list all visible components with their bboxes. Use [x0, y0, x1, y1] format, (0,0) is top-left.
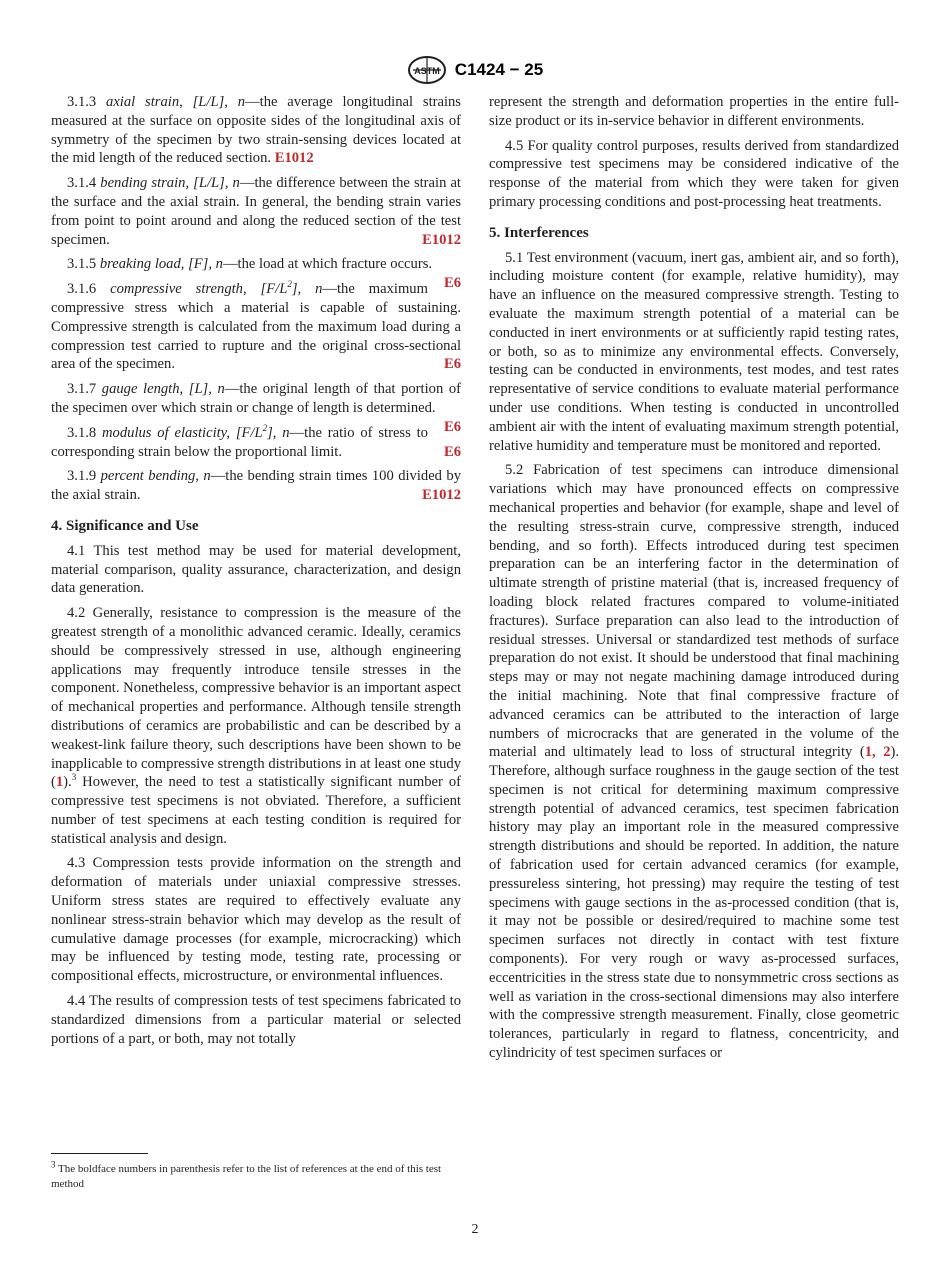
document-id: C1424 − 25 — [454, 60, 544, 79]
footnote: $^3$ The boldface numbers in parenthesis refer to the list of references at the end of this test method — [51, 1159, 442, 1190]
paragraph-4-4: 4.4 The results of compression tests of test specimens fabricated to standardized dimensions from a particular material or selected portions of a part, or both, may not totally — [51, 993, 461, 1047]
reference-link[interactable]: E6 — [443, 356, 461, 373]
definition-3-1-5: 3.1.5 breaking load, [F], n—the load at which fracture occurs. E6 — [67, 256, 461, 292]
paragraph-5-1: 5.1 Test environment (vacuum, inert gas, ambient air, and so forth), including moisture content (for example, relative humidity), may have an influence on the measured compressive strength. Testing to evaluate the maximum strength potential of a material can be conducted in inert environments or at sufficiently rapid testing rates, or both, so as to minimize any environmental effects. Conversely, testing can be conducted in environments, test modes, and test rates representative of service conditions to evaluate material performance under use conditions. When testing is conducted in uncontrolled ambient air with the intent of evaluating maximum strength potential, relative humidity and temperature must be monitored and reported. — [489, 249, 899, 454]
astm-logo-icon — [407, 55, 447, 85]
definition-3-1-3: 3.1.3 axial strain, [L/L], n—the average longitudinal strains measured at the surface on opposite sides of the longitudinal axis of symmetry of the specimen by two strain-sensing devices located at the mid length of the reduced section. E1012 — [51, 94, 461, 167]
citation-link[interactable]: 1 — [864, 744, 873, 761]
definition-3-1-6: 3.1.6 compressive strength, $[F/L^2]$, n—the maximum compressive stress which a material is capable of sustaining. Compressive strength is calculated from the maximum load during a compression test carried to rupture and the original cross-sectional area of the specimen. E6 — [51, 279, 461, 373]
definition-3-1-9: 3.1.9 percent bending, n—the bending strain times 100 divided by the axial strain. E1012 — [51, 468, 461, 504]
footnote-marker[interactable]: 3 — [71, 772, 77, 783]
section-heading-4: 4. Significance and Use — [51, 517, 199, 534]
reference-link[interactable]: E6 — [443, 418, 461, 435]
page-number: 2 — [471, 1222, 479, 1237]
paragraph-4-2: 4.2 Generally, resistance to compression is the measure of the greatest strength of a monolithic advanced ceramic. Ideally, ceramics should be compressively stressed in use, although engineering applications may frequently introduce tensile stresses in the component. Nonetheless, compressive behavior is an important aspect of mechanical properties and performance. Although tensile strength distributions of ceramics are probabilistic and can be described by a weakest-link failure theory, such descriptions have been shown to be inapplicable to compressive strength distributions in at least one study (1).$^3$ However, the need to test a statistically significant number of compressive test specimens is not obviated. Therefore, a sufficient number of test specimens at each testing condition is required for statistical analysis and design. — [51, 605, 461, 847]
left-column — [51, 93, 461, 1054]
footnote-divider — [51, 1153, 148, 1154]
reference-link[interactable]: E6 — [443, 443, 461, 460]
section-heading-5: 5. Interferences — [489, 224, 589, 241]
reference-link[interactable]: E1012 — [422, 231, 461, 248]
definition-3-1-8: 3.1.8 modulus of elasticity, $[F/L^2]$, n—the ratio of stress to corresponding strain below the proportional limit. E6 — [51, 422, 461, 460]
reference-link[interactable]: E6 — [443, 275, 461, 292]
definition-3-1-7: 3.1.7 gauge length, [L], n—the original length of that portion of the specimen over which strain or change of length is determined. E6 — [51, 381, 461, 435]
paragraph-4-3: 4.3 Compression tests provide information on the strength and deformation of materials under uniaxial compressive stresses. Uniform stress states are required to effectively evaluate any nonlinear stress-strain behavior which may develop as the result of cumulative damage processes (for example, microcracking) which may be influenced by testing mode, testing rate, processing or compositional effects, microstructure, or environmental influences. — [51, 855, 461, 985]
right-column — [489, 93, 899, 1069]
page-header — [0, 55, 950, 90]
paragraph-4-4-continued: represent the strength and deformation properties in the entire full-size product or its in-service behavior in different environments. — [489, 94, 899, 129]
reference-link[interactable]: E1012 — [274, 150, 314, 167]
reference-link[interactable]: E1012 — [422, 487, 461, 504]
svg-text:ASTM: ASTM — [414, 66, 440, 76]
paragraph-4-5: 4.5 For quality control purposes, results derived from standardized compressive test specimens may be considered indicative of the response of the material from which they were taken for given primary processing conditions and post-processing heat treatments. — [489, 137, 899, 210]
citation-link[interactable]: 1 — [55, 774, 64, 791]
citation-link[interactable]: 2 — [883, 744, 891, 761]
paragraph-4-1: 4.1 This test method may be used for material development, material comparison, quality assurance, characterization, and design data generation. — [51, 542, 461, 597]
definition-3-1-4: 3.1.4 bending strain, [L/L], n—the difference between the strain at the surface and the axial strain. In general, the bending strain varies from point to point around and along the reduced section of the test specimen. E1012 — [51, 175, 461, 248]
paragraph-5-2: 5.2 Fabrication of test specimens can introduce dimensional variations which may have pronounced effects on compressive mechanical properties and behavior (for example, shape and level of the resulting stress-strain curve, compressive strength, induced bending, and so forth). Effects introduced during test specimen preparation can be an interfering factor in the determination of ultimate strength of pristine material (that is, increased frequency of loading block related fractures compared to volume-initiated fractures). Surface preparation can also lead to the introduction of residual stresses. Universal or standardized test methods of surface preparation do not exist. It should be understood that final machining steps may or may not negate machining damage introduced during the initial machining. Note that final compressive fracture of advanced ceramics can be attributed to the interaction of large numbers of microcracks that are generated in the volume of the material and ultimately lead to loss of structural integrity (1, 2). Therefore, although surface roughness in the gauge section of the test specimen is not critical for determining maximum compressive strength potential of advanced ceramics, test specimen fabrication history may play an important role in the measured compressive strength distributions and should be reported. In addition, the nature of fabrication used for certain advanced ceramics (for example, pressureless sintering, hot pressing) may require the testing of test specimens with gauge sections in the as-processed condition (that is, it may not be possible or desired/required to machine some test specimen surfaces not directly in contact with test fixture components). For very rough or wavy as-processed surfaces, eccentricities in the stress state due to nonsymmetric cross sections as well as variation in the cross-sectional dimensions may also interfere with the compressive strength measurement. Finally, close geometric tolerances, particularly in regard to flatness, concentricity, and cylindricity of test specimen surfaces or — [489, 462, 899, 1062]
